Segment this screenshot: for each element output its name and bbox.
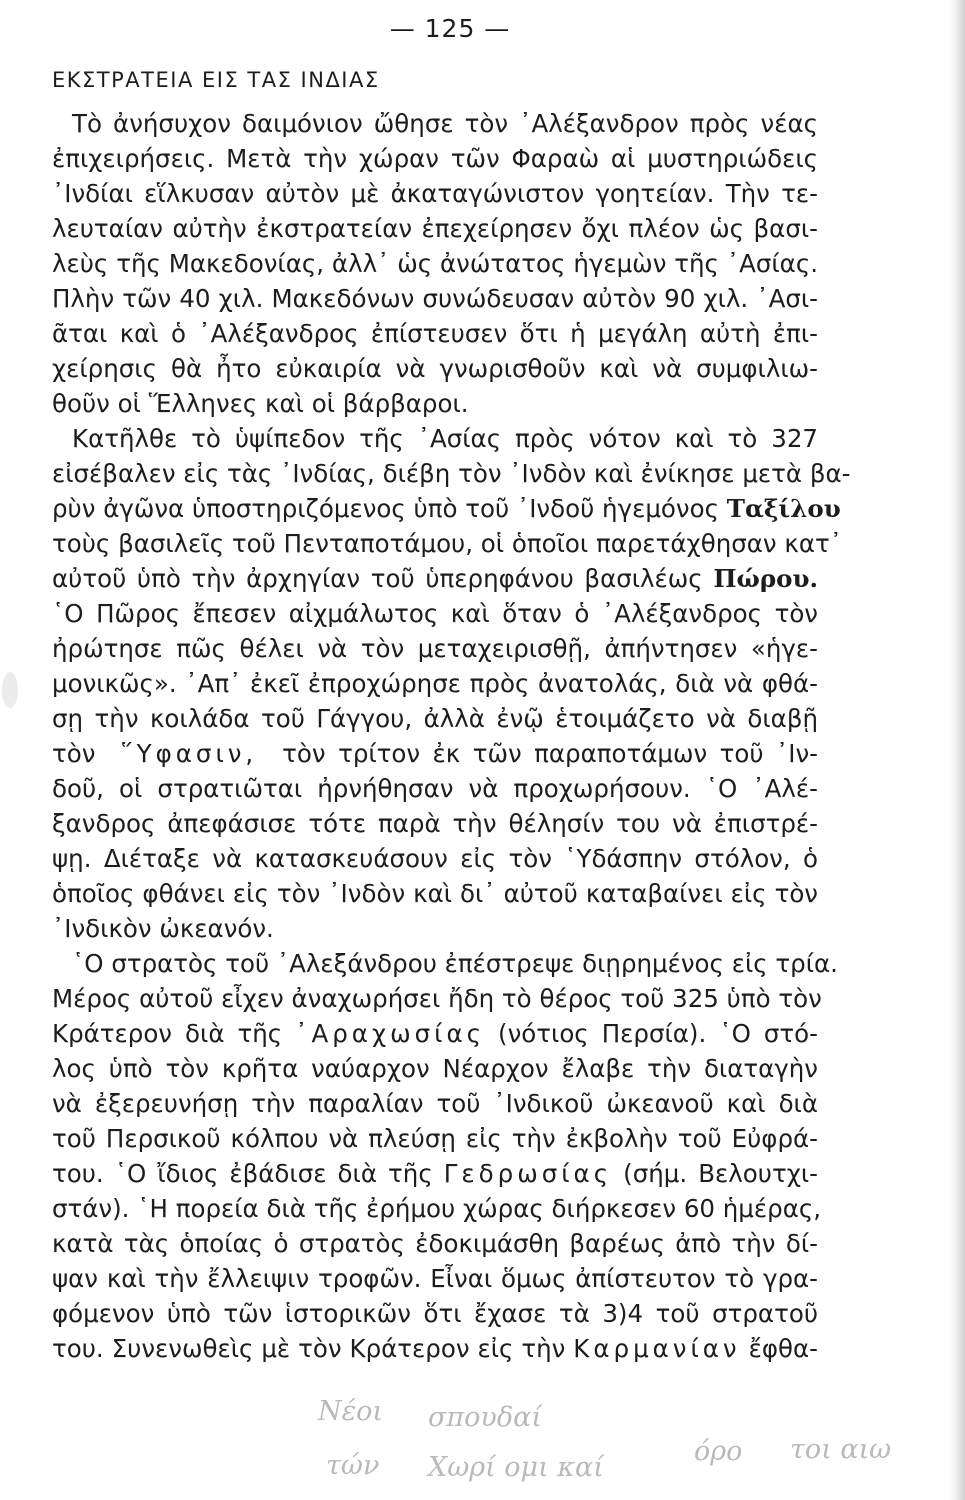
emphasis-arachosia: ᾿Αραχωσίας [295, 1019, 485, 1048]
text-line: νὰ ἐξερευνήσῃ τὴν παραλίαν τοῦ ᾿Ινδικοῦ ὠκεανοῦ καὶ διὰ [52, 1089, 818, 1118]
text-line: ὁποῖος φθάνει εἰς τὸν ᾿Ινδὸν καὶ δι᾿ αὐτοῦ καταβαίνει εἰς τὸν [52, 879, 818, 908]
page-edge-shadow [949, 0, 965, 1500]
pencil-note: Νέοι [318, 1396, 383, 1427]
text-line: ᾶται καὶ ὁ ᾿Αλέξανδρος ἐπίστευσεν ὅτι ἡ μεγάλη αὐτὴ ἐπι- [52, 319, 818, 348]
pencil-note: σπουδαί [428, 1402, 542, 1433]
text-line: μονικῶς». ᾿Απ᾿ ἐκεῖ ἐπροχώρησε πρὸς ἀνατολάς, διὰ νὰ φθά- [52, 669, 818, 698]
text-line: δοῦ, οἱ στρατιῶται ἠρνήθησαν νὰ προχωρήσουν. ῾Ο ᾿Αλέ- [52, 774, 818, 803]
text-line: λευταίαν αὐτὴν ἐκστρατείαν ἐπεχείρησεν ὄχι πλέον ὡς βασι- [52, 214, 818, 243]
emphasis-taxilos: Ταξίλου [726, 494, 841, 523]
text-line: κατὰ τὰς ὁποίας ὁ στρατὸς ἐδοκιμάσθη βαρέως ἀπὸ τὴν δί- [52, 1229, 818, 1258]
text-line [52, 736, 818, 772]
page-number: — 125 — [389, 14, 511, 43]
text-line: ῾Ο Πῶρος ἔπεσεν αἰχμάλωτος καὶ ὅταν ὁ ᾿Αλέξανδρος τὸν [52, 599, 818, 628]
text-line: ῾Ο στρατὸς τοῦ ᾿Αλεξάνδρου ἐπέστρεψε διῃρημένος εἰς τρία. [72, 949, 838, 978]
pencil-note: Χωρί ομι καί [428, 1452, 604, 1483]
text-line: φόμενον ὑπὸ τῶν ἱστορικῶν ὅτι ἔχασε τὰ 3)4 τοῦ στρατοῦ [52, 1299, 818, 1328]
text-span: ἔφθα- [748, 1334, 818, 1363]
text-line: λεὺς τῆς Μακεδονίας, ἀλλ᾿ ὡς ἀνώτατος ἡγεμὼν τῆς ᾿Ασίας. [52, 249, 818, 278]
text-line: λος ὑπὸ τὸν κρῆτα ναύαρχον Νέαρχον ἔλαβε τὴν διαταγὴν [52, 1054, 818, 1083]
text-line [52, 491, 841, 527]
text-line: ᾿Ινδικὸν ὠκεανόν. [52, 914, 274, 943]
text-span: (σήμ. Βελουτχι- [623, 1159, 818, 1188]
text-line: στάν). ῾Η πορεία διὰ τῆς ἐρήμου χώρας διήρκεσεν 60 ἡμέρας, [52, 1194, 822, 1223]
binding-hole [2, 672, 18, 708]
text-span: του. Συνενωθεὶς μὲ τὸν Κράτερον εἰς τὴν [52, 1334, 566, 1363]
text-line: εἰσέβαλεν εἰς τὰς ᾿Ινδίας, διέβη τὸν ᾿Ινδὸν καὶ ἐνίκησε μετὰ βα- [52, 459, 851, 488]
text-line [52, 1331, 818, 1367]
text-line [52, 561, 818, 597]
text-span: ρὺν ἀγῶνα ὑποστηριζόμενος ὑπὸ τοῦ ᾿Ινδοῦ ἡγεμόνος [52, 494, 719, 523]
text-line [52, 1016, 818, 1052]
pencil-note: τοι αιω [790, 1434, 892, 1465]
text-line: σῃ τὴν κοιλάδα τοῦ Γάγγου, ἀλλὰ ἐνῷ ἑτοιμάζετο νὰ διαβῇ [52, 704, 818, 733]
emphasis-gedrosia: Γεδρωσίας [443, 1159, 613, 1188]
text-line: ξανδρος ἀπεφάσισε τότε παρὰ τὴν θέλησίν του νὰ ἐπιστρέ- [52, 809, 818, 838]
section-heading: ΕΚΣΤΡΑΤΕΙΑ ΕΙΣ ΤΑΣ ΙΝΔΙΑΣ [52, 68, 380, 92]
text-line: Πλὴν τῶν 40 χιλ. Μακεδόνων συνώδευσαν αὐτὸν 90 χιλ. ᾿Ασι- [52, 284, 818, 313]
pencil-note: τών [326, 1450, 380, 1481]
text-line [52, 1156, 818, 1192]
text-line: ᾿Ινδίαι εἵλκυσαν αὐτὸν μὲ ἀκαταγώνιστον γοητείαν. Τὴν τε- [52, 179, 818, 208]
pencil-note: όρο [694, 1436, 743, 1467]
text-line: Μέρος αὐτοῦ εἶχεν ἀναχωρήσει ἤδη τὸ θέρος τοῦ 325 ὑπὸ τὸν [52, 984, 822, 1013]
text-line: ἠρώτησε πῶς θέλει νὰ τὸν μεταχειρισθῇ, ἀπήντησεν «ἡγε- [52, 634, 818, 663]
text-line: ψῃ. Διέταξε νὰ κατασκευάσουν εἰς τὸν ῾Υδάσπην στόλον, ὁ [52, 844, 818, 873]
text-span: αὐτοῦ ὑπὸ τὴν ἀρχηγίαν τοῦ ὑπερηφάνου βασιλέως [52, 564, 703, 593]
emphasis-karmania: Καρμανίαν [573, 1334, 741, 1363]
text-line: Κατῆλθε τὸ ὑψίπεδον τῆς ᾿Ασίας πρὸς νότον καὶ τὸ 327 [72, 424, 818, 453]
text-span: (νότιος Περσία). ῾Ο στό- [498, 1019, 819, 1048]
text-span: τὸν [52, 739, 96, 768]
text-line: τοὺς βασιλεῖς τοῦ Πενταποτάμου, οἱ ὁποῖοι παρετάχθησαν κατ᾿ [52, 529, 842, 558]
text-line: χείρησις θὰ ἦτο εὐκαιρία νὰ γνωρισθοῦν καὶ νὰ συμφιλιω- [52, 354, 818, 383]
emphasis-poros: Πώρου. [713, 564, 818, 593]
text-line: τοῦ Περσικοῦ κόλπου νὰ πλεύσῃ εἰς τὴν ἐκβολὴν τοῦ Εὐφρά- [52, 1124, 818, 1153]
text-line: ψαν καὶ τὴν ἔλλειψιν τροφῶν. Εἶναι ὅμως ἀπίστευτον τὸ γρα- [52, 1264, 818, 1293]
text-line: Τὸ ἀνήσυχον δαιμόνιον ὤθησε τὸν ᾿Αλέξανδρον πρὸς νέας [72, 109, 818, 138]
text-line: ἐπιχειρήσεις. Μετὰ τὴν χώραν τῶν Φαραὼ αἱ μυστηριώδεις [52, 144, 818, 173]
text-line: θοῦν οἱ Ἕλληνες καὶ οἱ βάρβαροι. [52, 389, 469, 418]
text-span: Κράτερον διὰ τῆς [52, 1019, 283, 1048]
text-span: τὸν τρίτον ἐκ τῶν παραποτάμων τοῦ ᾿Ιν- [282, 739, 819, 768]
emphasis-hyphasis: ῞Υφασιν, [120, 739, 258, 768]
text-span: του. ῾Ο ἴδιος ἐβάδισε διὰ τῆς [52, 1159, 433, 1188]
